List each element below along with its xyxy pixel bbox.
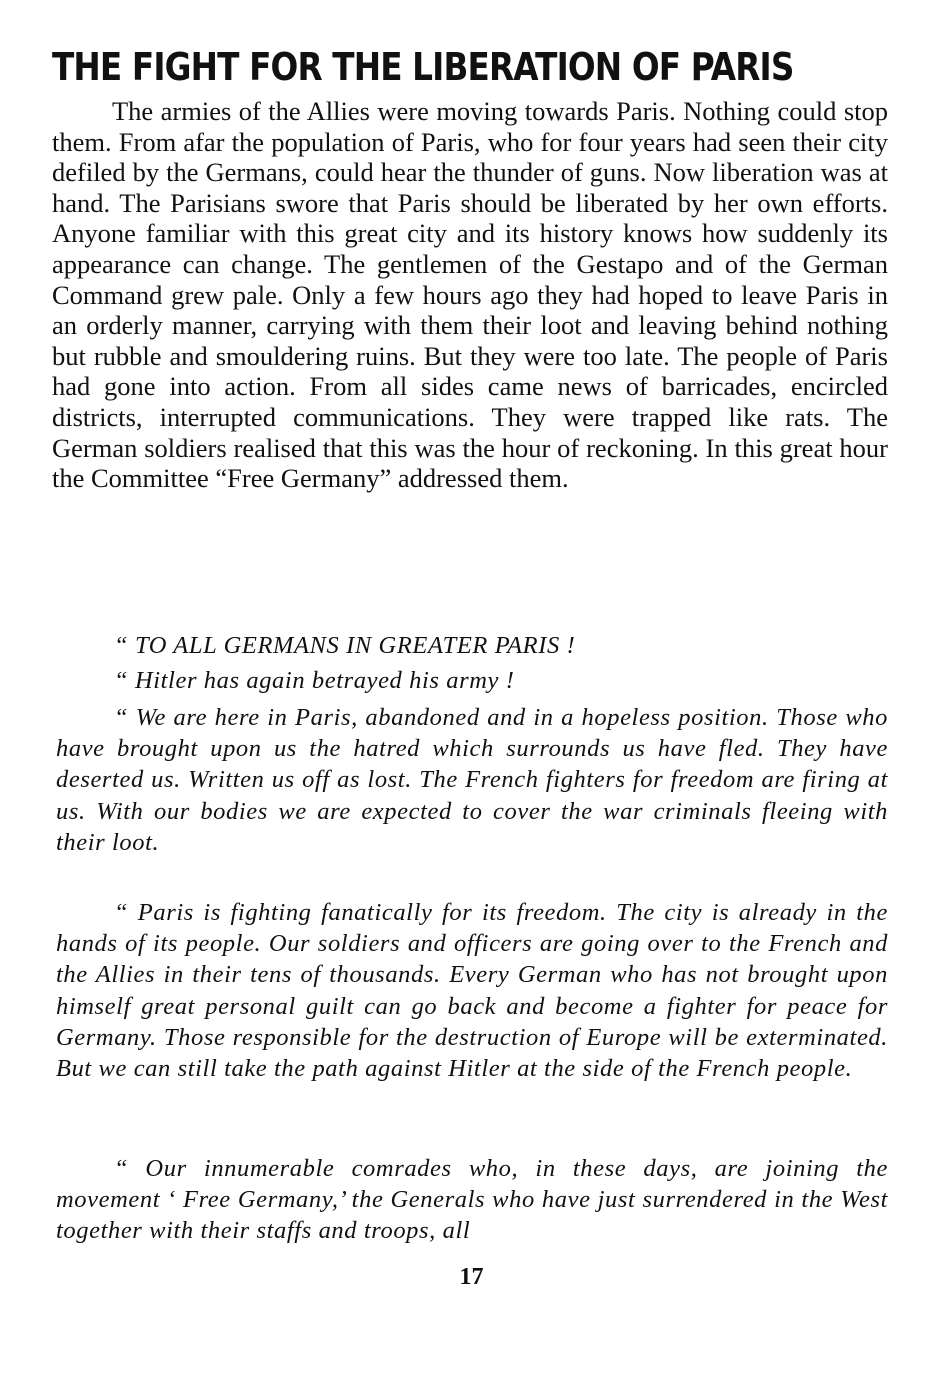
quote-paragraph-4: “ Paris is fighting fanatically for its freedom. The city is already in the hands of its people. Our soldiers and officers are going over to the French and the Allies in their tens of thousands. Every German who has not brought upon himself great personal guilt can go back and become a fighter for peace for Germany. Those responsible for the destruction of Europe will be exterminated. But we can still take the path against Hitler at the side of the French people. — [56, 899, 888, 1083]
quote-paragraph-1: “ TO ALL GERMANS IN GREATER PARIS ! — [114, 632, 576, 659]
intro-paragraph: The armies of the Allies were moving towards Paris. Nothing could stop them. From afar the population of Paris, who for four years had seen their city defiled by the Germans, could hear the thunder of guns. Now liberation was at hand. The Parisians swore that Paris should be liberated by her own efforts. Anyone familiar with this great city and its history knows how suddenly its appearance can change. The gentlemen of the Gestapo and of the German Command grew pale. Only a few hours ago they had hoped to leave Paris in an orderly manner, carrying with them their loot and leaving behind nothing but rubble and smouldering ruins. But they were too late. The people of Paris had gone into action. From all sides came news of barricades, encircled districts, interrupted communications. They were trapped like rats. The German soldiers realised that this was the hour of reckoning. In this great hour the Committee “Free Germany” addressed them. — [52, 96, 888, 494]
quote-paragraph-2: “ Hitler has again betrayed his army ! — [114, 667, 515, 694]
quote-paragraph-5: “ Our innumerable comrades who, in these days, are joining the movement ‘ Free Germany,’ the Generals who have just surrendered in the West together with their staffs and troops, all — [56, 1155, 888, 1245]
quote-paragraph-3: “ We are here in Paris, abandoned and in a hopeless position. Those who have brought upon us the hatred which surrounds us have fled. They have deserted us. Written us off as lost. The French fighters for freedom are firing at us. With our bodies we are expected to cover the war criminals fleeing with their loot. — [56, 704, 888, 856]
page-title: THE FIGHT FOR THE LIBERATION OF PARIS — [52, 45, 794, 89]
page-number: 17 — [459, 1264, 484, 1290]
